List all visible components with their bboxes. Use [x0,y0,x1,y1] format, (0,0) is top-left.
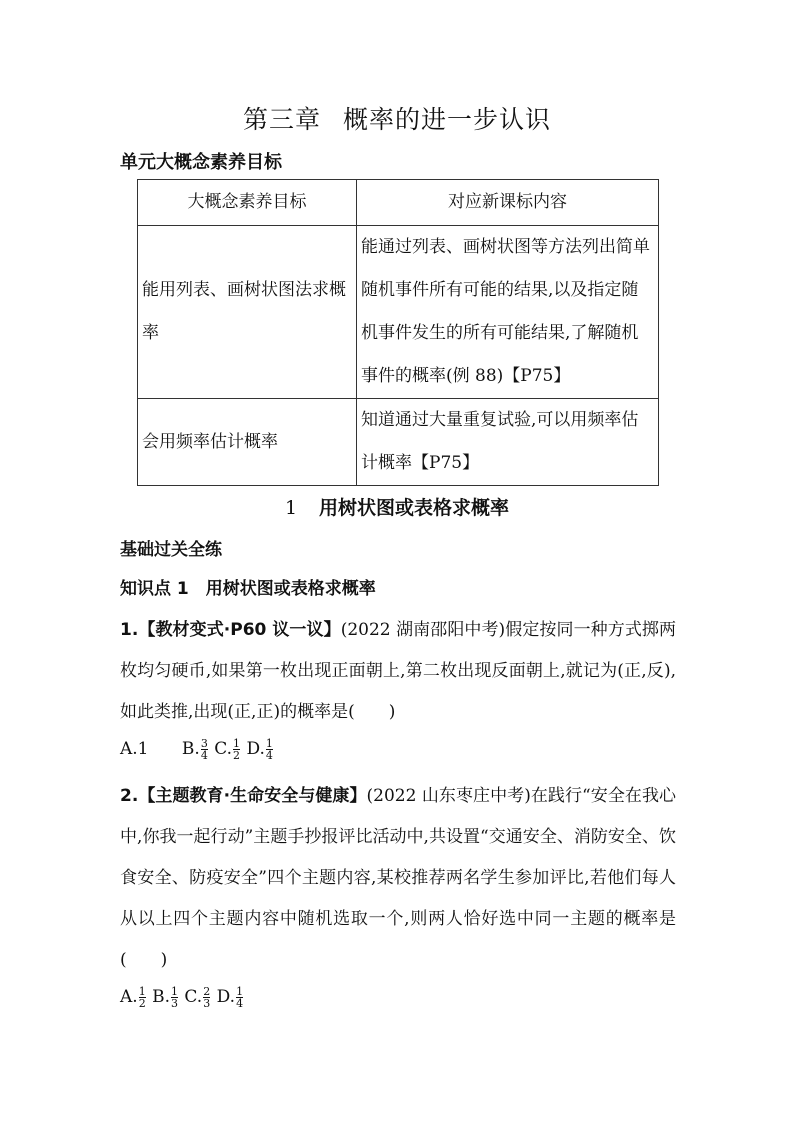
table-row [138,226,659,399]
table-row [138,399,659,486]
option-d: D. $\frac{1}{4}$ [216,985,244,1010]
question-1-options [120,738,274,761]
option-d: D. $\frac{1}{4}$ [246,737,273,762]
lesson-title [0,493,794,520]
question-1-text: (2022 湖南邵阳中考)假定按同一种方式掷两枚均匀硬币,如果第一枚出现正面朝上,第二枚出现反面朝上,就记为(正,反),如此类推,出现(正,正)的概率是( ) [120,620,677,722]
question-2-options [120,986,244,1009]
table-header-goal: 大概念素养目标 [138,180,357,226]
option-b: B. $\frac{3}{4}$ [181,737,208,762]
unit-goals-heading: 单元大概念素养目标 [120,152,282,173]
option-a: A.1 [120,739,149,759]
table-header-row [138,180,659,226]
lesson-name: 用树状图或表格求概率 [319,497,510,519]
option-c: C. $\frac{1}{2}$ [214,737,241,762]
chapter-number: 第三章 [242,105,321,134]
option-c: C. $\frac{2}{3}$ [184,985,211,1010]
table-cell-content: 能通过列表、画树状图等方法列出简单随机事件所有可能的结果,以及指定随机事件发生的所有可能结果,了解随机事件的概率(例 88)【P75】 [357,226,659,399]
option-a: A. $\frac{1}{2}$ [120,985,146,1010]
table-header-content: 对应新课标内容 [357,180,659,226]
question-1 [120,610,676,733]
table-cell-content: 知道通过大量重复试验,可以用频率估计概率【P75】 [357,399,659,486]
option-b: B. $\frac{1}{3}$ [152,985,178,1010]
lesson-number: 1 [284,497,298,519]
question-2 [120,776,676,981]
question-2-tag: 2.【主题教育·生命安全与健康】 [120,786,367,806]
question-2-text: (2022 山东枣庄中考)在践行“安全在我心中,你我一起行动”主题手抄报评比活动中,共设置“交通安全、消防安全、饮食安全、防疫安全”四个主题内容,某校推荐两名学生参加评比,若他们每人从以上四个主题内容中随机选取一个,则两人恰好选中同一主题的概率是( ) [120,786,676,970]
knowledge-point-heading: 知识点 1 用树状图或表格求概率 [120,579,376,599]
table-cell-goal: 会用频率估计概率 [138,399,357,486]
chapter-name: 概率的进一步认识 [343,105,552,134]
goals-table [137,179,659,486]
table-cell-goal: 能用列表、画树状图法求概率 [138,226,357,399]
chapter-title [0,100,794,136]
practice-heading: 基础过关全练 [120,540,222,560]
question-1-tag: 1.【教材变式·P60 议一议】 [120,620,341,640]
